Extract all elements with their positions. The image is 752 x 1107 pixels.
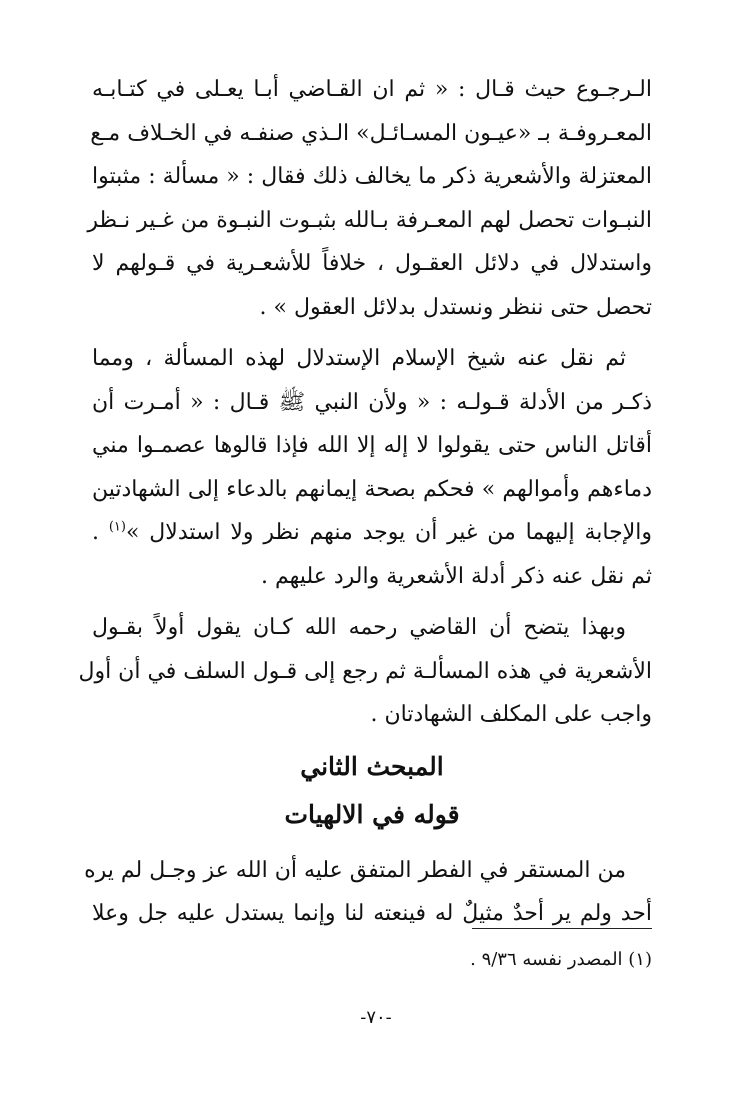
footnote: (١) المصدر نفسه ٩/٣٦ . (470, 949, 652, 970)
paragraph-4-line-1: من المستقر في الفطر المتفق عليه أن الله عز وجـل لم يره (84, 857, 626, 883)
paragraph-3 (78, 606, 652, 737)
paragraph-1 (87, 68, 652, 329)
paragraph-2-line-5-text: والإجابة إليهما من غير أن يوجد منهم نظر ولا استدلال » (125, 520, 652, 545)
paragraph-2-line-6: ثم نقل عنه ذكر أدلة الأشعرية والرد عليهم . (261, 563, 652, 589)
paragraph-3-line-2: الأشعرية في هذه المسألـة ثم رجع إلى قـول السلف في أن أول (78, 658, 652, 684)
paragraph-1-line-3: المعتزلة والأشعرية ذكر ما يخالف ذلك فقال : « مسألة : مثبتوا (92, 164, 652, 189)
paragraph-1-line-4: النبـوات تحصل لهم المعـرفة بـالله بثبـوت النبـوة من غـير نـظر (87, 207, 652, 233)
footnote-divider (472, 928, 652, 929)
paragraph-2-line-2: ذكـر من الأدلة قـولـه : « ولأن النبي ﷺ قـال : « أمـرت أن (92, 389, 652, 415)
paragraph-2-line-4: دماءهم وأموالهم » فحكم بصحة إيمانهم بالدعاء إلى الشهادتين (92, 476, 652, 502)
paragraph-3-line-3: واجب على المكلف الشهادتان . (370, 702, 652, 727)
page-number: -٧٠- (360, 1007, 392, 1028)
paragraph-1-line-5: واستدلال في دلائل العقـول ، خلافاً للأشعـرية في قـولهم لا (92, 251, 652, 276)
paragraph-2-line-1: ثم نقل عنه شيخ الإسلام الإستدلال لهذه المسألة ، ومما (92, 346, 626, 371)
paragraph-4 (84, 849, 652, 936)
paragraph-2-line-5-end: . (92, 520, 109, 545)
paragraph-3-line-1: وبهذا يتضح أن القاضي رحمه الله كـان يقول أولاً بقـول (92, 615, 626, 640)
paragraph-4-line-2: أحد ولم ير أحدٌ مثيلٌ له فينعته لنا وإنما يستدل عليه جل وعلا (92, 901, 652, 926)
section-subheading: قوله في الالهيات (284, 799, 460, 829)
paragraph-2-line-5 (92, 511, 652, 555)
paragraph-2-line-3: أقاتل الناس حتى يقولوا لا إله إلا الله فإذا قالوها عصمـوا مني (92, 433, 652, 458)
paragraph-1-line-2: المعـروفـة بـ «عيـون المسـائـل» الـذي صنفـه في الخـلاف مـع (90, 120, 652, 146)
paragraph-2 (92, 337, 652, 598)
section-heading: المبحث الثاني (300, 751, 444, 781)
footnote-reference[interactable]: (١) (108, 519, 126, 535)
page-body (78, 68, 652, 936)
paragraph-1-line-6: تحصل حتى ننظر ونستدل بدلائل العقول » . (259, 294, 652, 320)
paragraph-1-line-1: الـرجـوع حيث قـال : « ثم ان القـاضي أبـا يعـلى في كتـابـه (92, 77, 652, 102)
